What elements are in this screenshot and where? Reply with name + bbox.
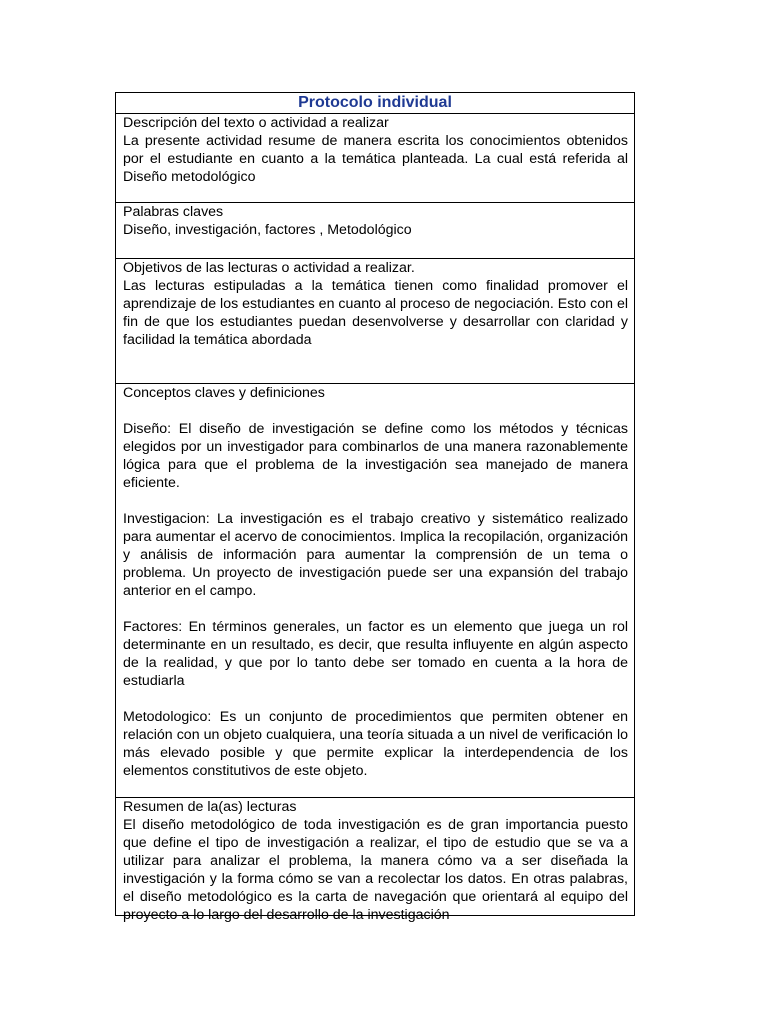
keywords-section [116, 203, 634, 259]
summary-text: El diseño metodológico de toda investigación es de gran importancia puesto que define el tipo de investigación a realizar, el tipo de estudio que se va a utilizar para analizar el problema, la manera cómo va a ser diseñada la investigación y la forma cómo se van a recolectar los datos. En otras palabras, el diseño metodológico es la carta de navegación que orientará al equipo del proyecto a lo largo del desarrollo de la investigación [123, 817, 628, 923]
concept-factores: Factores: En términos generales, un factor es un elemento que juega un rol determinante en un resultado, es decir, que resulta influyente en algún aspecto de la realidad, y que por lo tanto debe ser tomado en cuenta a la hora de estudiarla [123, 619, 628, 689]
keywords-text: Diseño, investigación, factores , Metodológico [123, 222, 412, 238]
objectives-label: Objetivos de las lecturas o actividad a realizar. [123, 260, 415, 276]
description-label: Descripción del texto o actividad a realizar [123, 115, 389, 131]
concepts-label: Conceptos claves y definiciones [123, 385, 325, 401]
concept-investigacion: Investigacion: La investigación es el trabajo creativo y sistemático realizado para aumentar el acervo de conocimientos. Implica la recopilación, organización y análisis de información para aumentar la comprensión de un tema o problema. Un proyecto de investigación puede ser una expansión del trabajo anterior en el campo. [123, 511, 628, 599]
keywords-label: Palabras claves [123, 204, 224, 220]
description-section [116, 114, 634, 203]
title-row [116, 93, 634, 114]
protocol-table [115, 92, 635, 923]
objectives-section [116, 259, 634, 384]
summary-section [116, 798, 634, 923]
concepts-section [116, 384, 634, 798]
description-text: La presente actividad resume de manera escrita los conocimientos obtenidos por el estudiante en cuanto a la temática planteada. La cual está referida al Diseño metodológico [123, 133, 628, 185]
objectives-text: Las lecturas estipuladas a la temática tienen como finalidad promover el aprendizaje de los estudiantes en cuanto al proceso de negociación. Esto con el fin de que los estudiantes puedan desenvolverse y desarrollar con claridad y facilidad la temática abordada [123, 278, 628, 348]
summary-label: Resumen de la(as) lecturas [123, 799, 297, 815]
document-title: Protocolo individual [298, 94, 452, 111]
concept-metodologico: Metodologico: Es un conjunto de procedimientos que permiten obtener en relación con un objeto cualquiera, una teoría situada a un nivel de verificación lo más elevado posible y que permite explicar la interdependencia de los elementos constitutivos de este objeto. [123, 709, 628, 779]
concept-diseno: Diseño: El diseño de investigación se define como los métodos y técnicas elegidos por un investigador para combinarlos de una manera razonablemente lógica para que el problema de la investigación sea manejado de manera eficiente. [123, 421, 628, 491]
